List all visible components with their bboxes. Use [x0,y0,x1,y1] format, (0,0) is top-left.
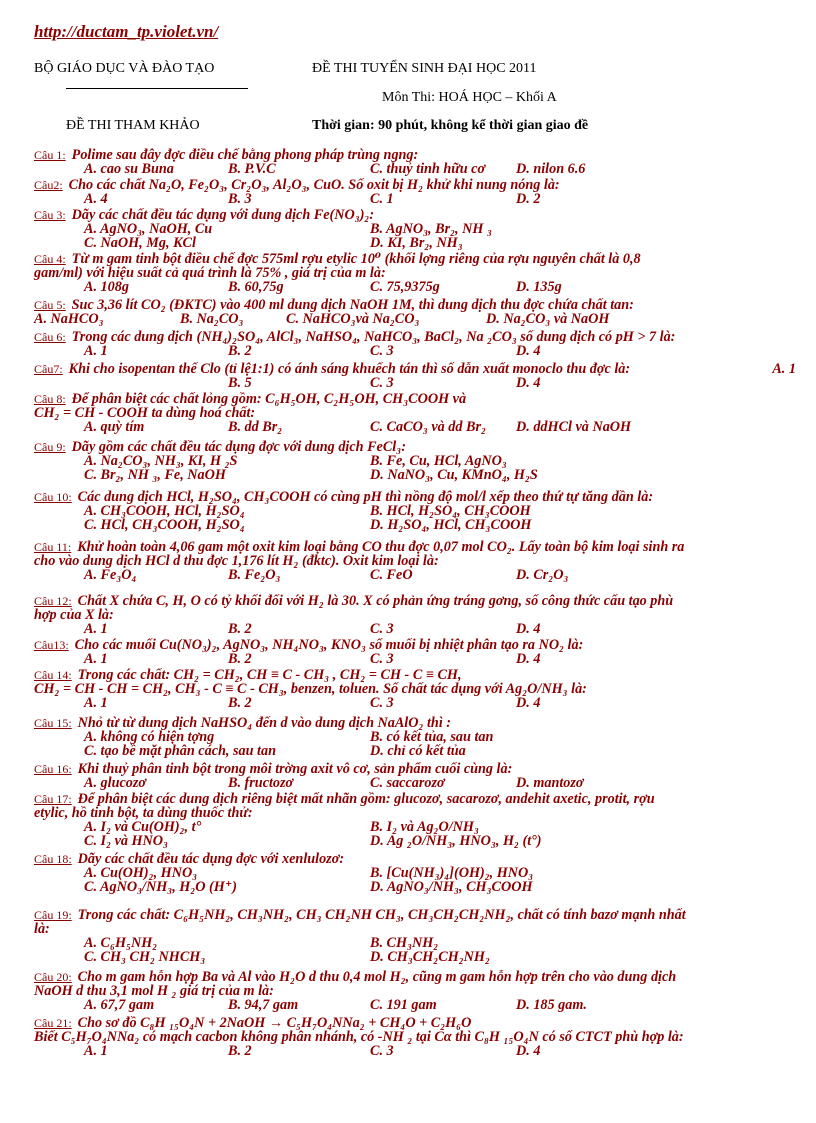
question-text: Nhỏ từ từ dung dịch NaHSO₄ đến d vào dung dịch NaAlO₂ thì : [77,715,452,731]
answer-option[interactable]: B. [Cu(NH₃)₄](OH)₂, HNO₃ [370,865,534,881]
answer-option[interactable]: D. CH₃CH₂CH₂NH₂ [370,949,490,965]
question-block [34,252,796,294]
answer-options-row [34,192,796,206]
answer-option[interactable]: D. H₂SO₄, HCl, CH₃COOH [370,517,532,533]
answer-option[interactable]: B. 5 [228,375,252,391]
question-block [34,440,796,482]
answer-option[interactable]: C. thuỷ tinh hữu cơ [370,161,486,177]
question-text: Dãy các chất đều tác dụng đợc với xenlulozơ: [77,851,345,867]
question-number: Câu 18: [34,852,72,866]
answer-options-row [34,776,796,790]
answer-option[interactable]: D. Cr₂O₃ [516,567,569,583]
answer-option[interactable]: B. 3 [228,191,252,207]
question-text-line [34,266,796,280]
answer-options-row [34,468,796,482]
answer-option[interactable]: D. 4 [516,621,541,637]
answer-option[interactable]: B. có kết tủa, sau tan [370,729,494,745]
question-number: Câu 19: [34,908,72,922]
answer-options-row [34,696,796,710]
answer-option[interactable]: A. 4 [84,191,108,207]
answer-option[interactable]: A. không có hiện tợng [84,729,215,745]
question-number: Câu 12: [34,594,72,608]
answer-option[interactable]: C. NaHCO₃và Na₂CO₃ [286,311,420,327]
question-text-line [34,668,796,682]
answer-option[interactable]: B. AgNO₃, Br₂, NH ₃ [370,221,492,237]
question-text: là: [34,921,50,937]
question-block [34,208,796,250]
exam-time: Thời gian: 90 phút, không kể thời gian giao đề [312,118,589,133]
answer-option[interactable]: C. 191 gam [370,997,437,1013]
answer-option[interactable]: A. I₂ và Cu(OH)₂, t° [84,819,202,835]
answer-option[interactable]: D. 4 [516,695,541,711]
question-text: Cho sơ đồ C₈H ₁₅O₄N + 2NaOH → C₅H₇O₄NNa₂ + CH₄O + C₂H₆O [77,1015,472,1031]
answer-option[interactable]: A. cao su Buna [84,161,174,177]
answer-option[interactable]: A. Na₂CO₃, NH₃, KI, H ₂S [84,453,238,469]
answer-option[interactable]: B. CH₃NH₂ [370,935,439,951]
reference-label: ĐỀ THI THAM KHẢO [66,118,200,133]
answer-option[interactable]: B. fructozơ [228,775,294,791]
question-text-line [34,1016,796,1030]
question-text-line [34,638,796,652]
exam-subject: Môn Thi: HOÁ HỌC – Khối A [382,90,557,105]
question-text-line [34,970,796,984]
question-number: Câu 4: [34,252,66,266]
question-text-line [34,392,796,406]
answer-options-row [34,744,796,758]
answer-option[interactable]: A. 67,7 gam [84,997,155,1013]
answer-option[interactable]: D. 4 [516,1043,541,1059]
question-text-line [34,984,796,998]
answer-option[interactable]: C. HCl, CH₃COOH, H₂SO₄ [84,517,245,533]
answer-option[interactable]: B. 2 [228,695,252,711]
answer-option[interactable]: A. Cu(OH)₂, HNO₃ [84,865,198,881]
question-text: Cho các chất Na₂O, Fe₂O₃, Cr₂O₃, Al₂O₃, CuO. Số oxit bị H₂ khử khi nung nóng là: [68,177,560,193]
answer-options-row [34,312,796,326]
question-text-line [34,540,796,554]
answer-option[interactable]: C. 3 [370,1043,394,1059]
answer-option[interactable]: A. AgNO₃, NaOH, Cu [84,221,213,237]
question-text: Dãy gồm các chất đều tác dụng đợc với dung dịch FeCl₃: [71,439,406,455]
answer-option[interactable]: C. 3 [370,651,394,667]
answer-options-row [34,834,796,848]
question-text-line [34,298,796,312]
question-text-line [34,148,796,162]
answer-option[interactable]: C. NaOH, Mg, KCl [84,235,196,251]
answer-options-row [34,950,796,964]
answer-option[interactable]: D. AgNO₃/NH₃, CH₃COOH [370,879,533,895]
question-text-line [34,594,796,608]
answer-option[interactable]: D. 2 [516,191,541,207]
question-number: Câu 17: [34,792,72,806]
answer-option[interactable]: B. 2 [228,343,252,359]
question-number: Câu13: [34,638,69,652]
answer-option[interactable]: C. saccarozơ [370,775,445,791]
answer-option[interactable]: D. Na₂CO₃ và NaOH [486,311,610,327]
question-text: Trong các dung dịch (NH₄)₂SO₄, AlCl₃, NaHSO₄, NaHCO₃, BaCl₂, Na ₂CO₃ số dung dịch có pH > 7 là: [71,329,676,345]
question-text-line [34,178,796,192]
question-number: Câu 16: [34,762,72,776]
question-text: Khử hoàn toàn 4,06 gam một oxit kim loại bằng CO thu đợc 0,07 mol CO₂. Lấy toàn bộ kim loại sinh ra [77,539,685,555]
question-block [34,594,796,636]
question-text-line [34,490,796,504]
answer-option[interactable]: A. NaHCO₃ [34,311,104,327]
answer-option[interactable]: A. 1 [84,343,108,359]
question-text: Cho m gam hỗn hợp Ba và Al vào H₂O d thu 0,4 mol H₂, cũng m gam hỗn hợp trên cho vào dung dịch [77,969,677,985]
question-block [34,540,796,582]
question-text: Chất X chứa C, H, O có tỷ khối đối với H₂ là 30. X có phản ứng tráng gơng, số công thức cấu tạo phù [77,593,674,609]
question-block [34,148,796,176]
answer-option[interactable]: D. 135g [516,279,562,295]
answer-options-row [34,454,796,468]
answer-option[interactable]: A. C₆H₅NH₂ [84,935,158,951]
question-text: Biết C₅H₇O₄NNa₂ có mạch cacbon không phân nhánh, có -NH ₂ tại Cα thì C₈H ₁₅O₄N có số CTCT phù hợp là: [34,1029,684,1045]
answer-option[interactable]: C. 3 [370,375,394,391]
question-number: Câu 10: [34,490,72,504]
question-text: hợp của X là: [34,607,114,623]
answer-option[interactable]: C. CH₃ CH₂ NHCH₃ [84,949,206,965]
question-number: Câu 9: [34,440,66,454]
question-text: cho vào dung dịch HCl d thu đợc 1,176 lít H₂ (đktc). Oxit kim loại là: [34,553,439,569]
question-text: gam/ml) với hiệu suất cả quá trình là 75% , giá trị của m là: [34,265,386,281]
question-block [34,638,796,666]
question-text: Trong các chất: CH₂ = CH₂, CH ≡ C - CH₃ , CH₂ = CH - C ≡ CH, [77,667,462,683]
answer-option[interactable]: A. Fe₃O₄ [84,567,137,583]
answer-options-row [34,376,796,390]
answer-options-row [34,998,796,1012]
answer-options-row [34,518,796,532]
answer-option[interactable]: B. Fe₂O₃ [228,567,281,583]
answer-option[interactable]: D. 4 [516,375,541,391]
answer-options-row [34,1044,796,1058]
answer-options-row [34,730,796,744]
answer-option[interactable]: D. KI, Br₂, NH₃ [370,235,463,251]
question-block [34,792,796,848]
answer-options-row [34,568,796,582]
question-text-line [34,362,796,376]
question-block [34,330,796,358]
answer-options-row [34,420,796,434]
question-text-line [34,608,796,622]
question-text: etylic, hồ tinh bột, ta dùng thuốc thử: [34,805,253,821]
answer-option[interactable]: C. Br₂, NH ₃, Fe, NaOH [84,467,226,483]
question-text-line [34,716,796,730]
answer-option[interactable]: D. Ag ₂O/NH₃, HNO₃, H₂ (t°) [370,833,542,849]
question-number: Câu 6: [34,330,66,344]
answer-option[interactable]: C. AgNO₃/NH₃, H₂O (H⁺) [84,879,238,895]
answer-option[interactable]: A. CH₃COOH, HCl, H₂SO₄ [84,503,245,519]
question-text: Khi thuỷ phân tinh bột trong môi trờng axit vô cơ, sản phẩm cuối cùng là: [77,761,513,777]
answer-option[interactable]: B. P.V.C [228,161,276,177]
question-number: Câu 3: [34,208,66,222]
question-number: Câu 20: [34,970,72,984]
answer-option[interactable]: C. 3 [370,343,394,359]
answer-option[interactable]: C. 3 [370,621,394,637]
question-text-line [34,208,796,222]
question-block [34,178,796,206]
question-block [34,362,796,390]
question-text-line [34,762,796,776]
question-number: Câu2: [34,178,63,192]
answer-option[interactable]: B. Na₂CO₃ [180,311,244,327]
answer-option[interactable]: B. 2 [228,651,252,667]
answer-option[interactable]: D. ddHCl và NaOH [516,419,632,435]
answer-option[interactable]: D. 4 [516,343,541,359]
answer-option[interactable]: B. 2 [228,621,252,637]
answer-options-row [34,866,796,880]
question-text-line [34,682,796,696]
answer-option[interactable]: C. I₂ và HNO₃ [84,833,168,849]
question-text: Từ m gam tinh bột điều chế đợc 575ml rợu etylic 10⁰ (khối lợng riêng của rợu nguyên chất là 0,8 [71,251,641,267]
answer-options-row [34,162,796,176]
question-text-line [34,330,796,344]
answer-option[interactable]: A. 1 [772,361,796,377]
question-text: Để phân biệt các chất lỏng gồm: C₆H₅OH, C₂H₅OH, CH₃COOH và [71,391,467,407]
answer-option[interactable]: C. 3 [370,695,394,711]
answer-option[interactable]: D. 4 [516,651,541,667]
answer-options-row [34,880,796,894]
question-text-line [34,792,796,806]
answer-option[interactable]: C. CaCO₃ và dd Br₂ [370,419,486,435]
answer-option[interactable]: B. I₂ và Ag₂O/NH₃ [370,819,479,835]
answer-options-row [34,820,796,834]
question-block [34,668,796,710]
question-text-line [34,554,796,568]
answer-option[interactable]: D. NaNO₃, Cu, KMnO₄, H₂S [370,467,538,483]
answer-options-row [34,504,796,518]
question-number: Câu7: [34,362,63,376]
question-text-line [34,440,796,454]
question-text: Polime sau đây đợc điều chế bằng phong pháp trùng ngng: [71,147,419,163]
question-block [34,762,796,790]
question-number: Câu 15: [34,716,72,730]
exam-title: ĐỀ THI TUYỂN SINH ĐẠI HỌC 2011 [312,61,537,76]
question-text-line [34,406,796,420]
question-text: Suc 3,36 lít CO₂ (ĐKTC) vào 400 ml dung dịch NaOH 1M, thì dung dịch thu đợc chứa chất tan: [71,297,634,313]
question-number: Câu 5: [34,298,66,312]
answer-option[interactable]: D. chỉ có kết tủa [370,743,466,759]
question-block [34,852,796,894]
answer-option[interactable]: C. tạo bề mặt phân cách, sau tan [84,743,276,759]
header-divider [66,88,248,89]
question-text-line [34,852,796,866]
ministry-name: BỘ GIÁO DỤC VÀ ĐÀO TẠO [34,61,215,76]
answer-option[interactable]: B. HCl, H₂SO₄, CH₃COOH [370,503,531,519]
answer-option[interactable]: B. Fe, Cu, HCl, AgNO₃ [370,453,507,469]
answer-option[interactable]: B. dd Br₂ [228,419,283,435]
answer-option[interactable]: B. 60,75g [228,279,284,295]
answer-options-row [34,236,796,250]
answer-option[interactable]: A. 1 [84,621,108,637]
question-text: CH₂ = CH - CH = CH₂, CH₃ - C ≡ C - CH₃, benzen, toluen. Số chất tác dụng với Ag₂O/NH₃ là: [34,681,587,697]
question-block [34,1016,796,1058]
question-number: Câu 14: [34,668,72,682]
question-block [34,908,796,964]
question-number: Câu 8: [34,392,66,406]
question-text-line [34,806,796,820]
question-text: Khi cho isopentan thế Clo (tỉ lệ1:1) có ánh sáng khuếch tán thì số dẫn xuất monoclo thu đợc là: [68,361,631,377]
question-block [34,970,796,1012]
question-text: CH₂ = CH - COOH ta dùng hoá chất: [34,405,256,421]
question-text: NaOH d thu 3,1 mol H ₂ giá trị của m là: [34,983,274,999]
answer-option[interactable]: C. 75,9375g [370,279,440,295]
answer-option[interactable]: A. 108g [84,279,129,295]
answer-option[interactable]: A. 1 [84,1043,108,1059]
answer-option[interactable]: A. quỳ tím [84,419,145,435]
answer-option[interactable]: C. 1 [370,191,394,207]
answer-options-row [34,652,796,666]
answer-options-row [34,280,796,294]
question-block [34,392,796,434]
answer-option[interactable]: B. 94,7 gam [228,997,299,1013]
answer-option[interactable]: D. mantozơ [516,775,584,791]
question-number: Câu 1: [34,148,66,162]
question-text-line [34,252,796,266]
question-text: Trong các chất: C₆H₅NH₂, CH₃NH₂, CH₃ CH₂NH CH₃, CH₃CH₂CH₂NH₂, chất có tính bazơ mạnh nhất [77,907,686,923]
answer-options-row [34,222,796,236]
answer-option[interactable]: B. 2 [228,1043,252,1059]
answer-options-row [34,936,796,950]
site-url-link[interactable]: http://ductam_tp.violet.vn/ [34,22,219,41]
answer-options-row [34,344,796,358]
question-block [34,490,796,532]
answer-option[interactable]: A. 1 [84,651,108,667]
question-text: Dãy các chất đều tác dụng với dung dịch Fe(NO₃)₂: [71,207,375,223]
question-text: Cho các muối Cu(NO₃)₂, AgNO₃, NH₄NO₃, KNO₃ số muối bị nhiệt phân tạo ra NO₂ là: [74,637,584,653]
question-text: Để phân biệt các dung dịch riêng biệt mất nhãn gồm: glucozơ, sacarozơ, andehit axetic, protit, rợu [77,791,655,807]
answer-option[interactable]: A. glucozơ [84,775,147,791]
answer-options-row [34,622,796,636]
question-block [34,298,796,326]
answer-option[interactable]: A. 1 [84,695,108,711]
question-number: Câu 21: [34,1016,72,1030]
question-text: Các dung dịch HCl, H₂SO₄, CH₃COOH có cùng pH thì nồng độ mol/l xếp theo thứ tự tăng dần là: [77,489,654,505]
question-text-line [34,908,796,922]
answer-option[interactable]: D. 185 gam. [516,997,587,1013]
question-number: Câu 11: [34,540,72,554]
answer-option[interactable]: D. nilon 6.6 [516,161,586,177]
question-text-line [34,922,796,936]
question-block [34,716,796,758]
question-text-line [34,1030,796,1044]
answer-option[interactable]: C. FeO [370,567,413,583]
